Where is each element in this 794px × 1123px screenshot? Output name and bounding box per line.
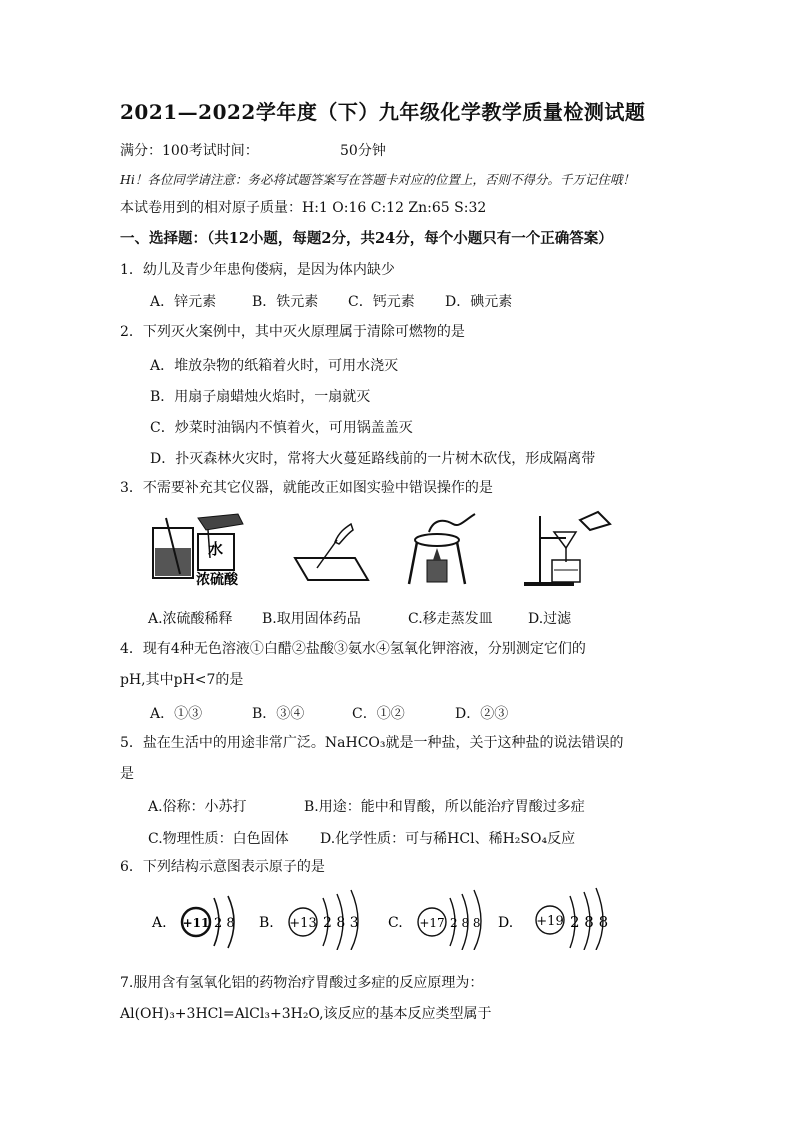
q3-option-d: D.过滤	[528, 611, 572, 627]
q1-option-a: A．锌元素	[150, 294, 217, 310]
solid-sampling-figure	[293, 510, 373, 588]
q6-option-b-label: B.	[259, 915, 274, 931]
q7-equation: Al(OH)₃+3HCl=AlCl₃+3H₂O,该反应的基本反应类型属于	[120, 1006, 492, 1022]
page-title: 2021—2022学年度（下）九年级化学教学质量检测试题	[120, 100, 646, 124]
evaporation-figure	[403, 510, 483, 590]
q3-option-c: C.移走蒸发皿	[408, 611, 493, 627]
q2-option-a: A．堆放杂物的纸箱着火时，可用水浇灭	[150, 358, 399, 374]
q2-stem: 2．下列灭火案例中，其中灭火原理属于清除可燃物的是	[120, 324, 465, 340]
q1-option-b: B．铁元素	[252, 294, 319, 310]
q6-stem: 6．下列结构示意图表示原子的是	[120, 859, 325, 875]
q1-option-c: C．钙元素	[348, 294, 415, 310]
q6-option-a-label: A.	[152, 915, 167, 931]
q4-stem-line2: pH,其中pH<7的是	[120, 672, 244, 688]
notice-text: Hi！各位同学请注意：务必将试题答案写在答题卡对应的位置上，否则不得分。千万记住哦！	[120, 172, 635, 187]
q5-option-d: D.化学性质：可与稀HCl、稀H₂SO₄反应	[320, 831, 576, 847]
atom-diagram-a	[148, 884, 258, 950]
atom-diagram-b	[255, 884, 385, 950]
water-label: 水	[208, 540, 224, 558]
atom-diagram-d	[494, 884, 624, 950]
q6-option-d-nucleus: +19	[536, 914, 564, 929]
score-time-label: 满分：100考试时间：	[120, 143, 259, 159]
q6-option-c-shells: 2 8 8	[450, 916, 481, 930]
duration-label: 50分钟	[340, 143, 386, 159]
q6-option-a-nucleus: +11	[182, 916, 210, 930]
q6-option-c-label: C.	[388, 915, 403, 931]
q7-stem: 7.服用含有氢氧化铝的药物治疗胃酸过多症的反应原理为：	[120, 975, 484, 991]
q2-option-b: B．用扇子扇蜡烛火焰时，一扇就灭	[150, 389, 371, 405]
q5-option-b: B.用途：能中和胃酸，所以能治疗胃酸过多症	[304, 799, 585, 815]
q3-option-a: A.浓硫酸稀释	[148, 611, 233, 627]
atom-diagram-c	[384, 884, 494, 950]
q1-stem: 1．幼儿及青少年患佝偻病，是因为体内缺少	[120, 262, 395, 278]
q5-option-c: C.物理性质：白色固体	[148, 831, 289, 847]
q5-option-a: A.俗称：小苏打	[148, 799, 247, 815]
q2-option-c: C．炒菜时油锅内不慎着火，可用锅盖盖灭	[150, 420, 413, 436]
q4-option-c: C．①②	[352, 706, 405, 722]
q4-option-b: B．③④	[252, 706, 305, 722]
q6-option-c-nucleus: +17	[419, 916, 445, 930]
q3-option-b: B.取用固体药品	[262, 611, 361, 627]
q3-stem: 3．不需要补充其它仪器，就能改正如图实验中错误操作的是	[120, 480, 493, 496]
q3-figures	[148, 510, 648, 590]
q6-option-b-shells: 2 8 3	[323, 915, 359, 931]
q4-stem-line1: 4．现有4种无色溶液①白醋②盐酸③氨水④氢氧化钾溶液，分别测定它们的	[120, 641, 586, 657]
q5-stem-line1: 5．盐在生活中的用途非常广泛。NaHCO₃就是一种盐，关于这种盐的说法错误的	[120, 735, 624, 751]
q1-option-d: D．碘元素	[445, 294, 513, 310]
q4-option-a: A．①③	[150, 706, 203, 722]
q6-option-b-nucleus: +13	[289, 916, 317, 931]
section-heading: 一、选择题：（共12小题，每题2分，共24分，每个小题只有一个正确答案）	[120, 230, 613, 247]
q6-option-a-shells: 2 8	[214, 916, 235, 931]
filtration-figure	[518, 510, 618, 590]
atomic-masses: 本试卷用到的相对原子质量：H:1 O:16 C:12 Zn:65 S:32	[120, 200, 487, 216]
q2-option-d: D．扑灭森林火灾时，常将大火蔓延路线前的一片树木砍伐，形成隔离带	[150, 451, 596, 467]
q5-stem-line2: 是	[120, 766, 134, 782]
q4-option-d: D．②③	[455, 706, 509, 722]
dilution-figure	[148, 510, 260, 588]
acid-label: 浓硫酸	[196, 572, 238, 588]
q6-option-d-label: D.	[498, 915, 514, 931]
q6-option-d-shells: 2 8 8	[570, 913, 609, 931]
